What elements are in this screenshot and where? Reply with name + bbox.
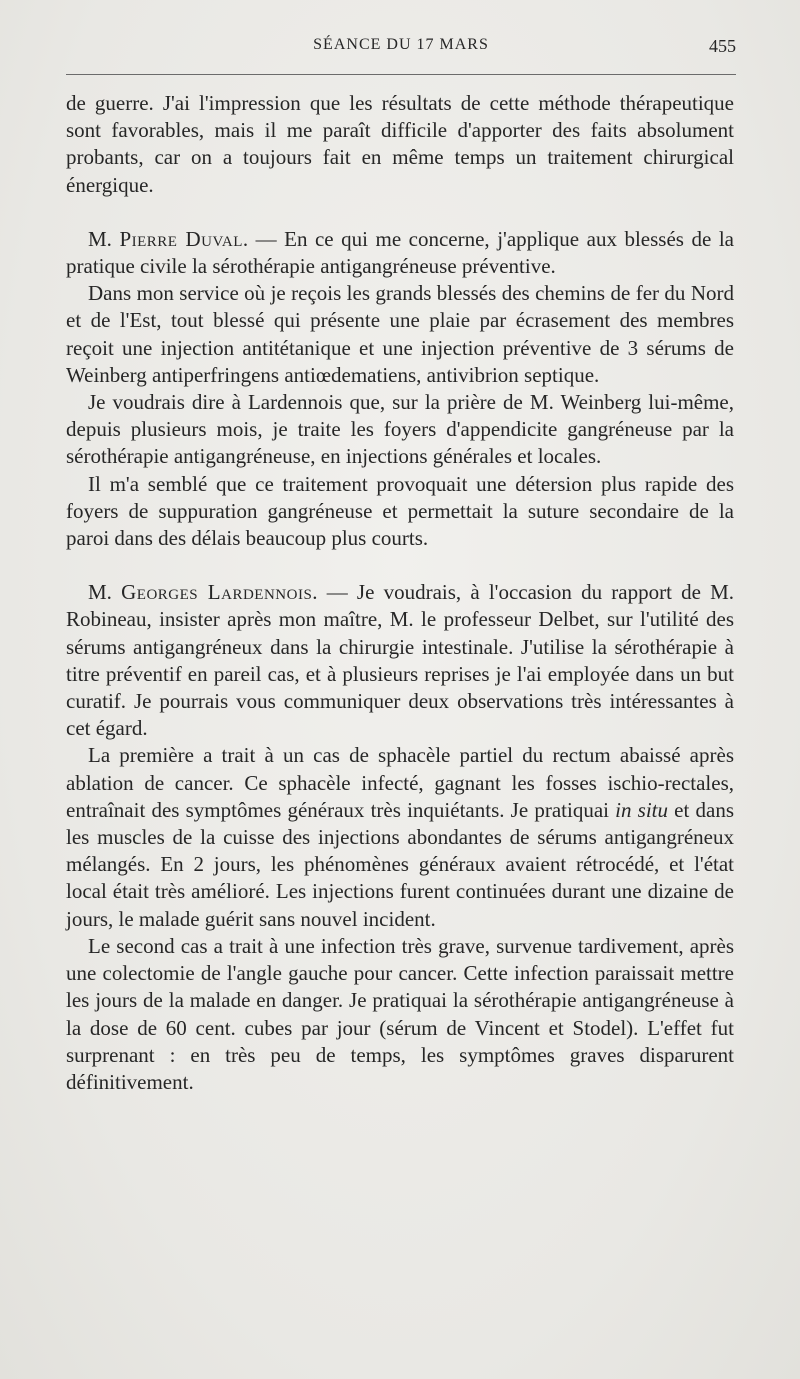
paragraph-first-case <box>66 742 734 932</box>
body-text <box>66 90 734 1096</box>
paragraph-text: . — Je voudrais, à l'occasion du rapport de M. Robineau, insister après mon maître, M. le professeur Delbet, sur l'utilité des sérums antigangréneux dans la chirurgie intestinale. J'utilise la sérothérapie à titre préventif en pareil cas, et à plusieurs reprises je l'ai employée dans un but curatif. Je pourrais vous communiquer deux observations très intéressantes à cet égard. <box>66 580 735 741</box>
paragraph-second-case: Le second cas a trait à une infection très grave, survenue tardivement, après une colectomie de l'angle gauche pour cancer. Cette infection paraissait mettre les jours de la malade en danger. Je pratiquai la sérothérapie antigangréneuse à la dose de 60 cent. cubes par jour (sérum de Vincent et Stodel). L'effet fut surprenant : en très peu de temps, les symptômes graves disparurent définitivement. <box>66 933 734 1094</box>
speaker-name: Georges Lardennois <box>121 580 313 605</box>
paragraph-lardennois-intervention <box>66 579 734 742</box>
paragraph-duval-intervention <box>66 226 734 280</box>
paragraph: Je voudrais dire à Lardennois que, sur la prière de M. Weinberg lui-même, depuis plusieurs mois, je traite les foyers d'appendicite gangréneuse par la sérothérapie antigangréneuse, en injections générales et locales. <box>66 390 734 469</box>
speaker-name: Pierre Duval <box>119 226 243 251</box>
italic-phrase: in situ <box>615 797 668 822</box>
paragraph: Il m'a semblé que ce traitement provoquait une détersion plus rapide des foyers de suppuration gangréneuse et permettait la suture secondaire de la paroi dans des délais beaucoup plus courts. <box>66 471 734 551</box>
page-number: 455 <box>709 36 736 56</box>
paragraph-text: et dans les muscles de la cuisse des injections abondantes de sérums antigangréneux mélangés. En 2 jours, les phénomènes généraux avaient rétrocédé, et l'état local était très amélioré. Les injections furent continuées durant une dizaine de jours, le malade guérit sans nouvel incident. <box>66 797 734 931</box>
paragraph-text: . — En ce qui me concerne, j'applique aux blessés de la pratique civile la sérothérapie antigangréneuse préventive. <box>66 226 734 279</box>
paragraph-text: La première a trait à un cas de sphacèle partiel du rectum abaissé après ablation de cancer. Ce sphacèle infecté, gagnant les fosses ischio-rectales, entraînait des symptômes généraux très inquiétants. Je pratiquai <box>66 743 734 822</box>
speaker-prefix: M. <box>88 580 122 605</box>
paragraph: Dans mon service où je reçois les grands blessés des chemins de fer du Nord et de l'Est, tout blessé qui présente une plaie par écrasement des membres reçoit une injection antitétanique et une injection préventive de 3 sérums de Weinberg antiperfringens antiœdematiens, antivibrion septique. <box>66 281 734 387</box>
running-head <box>66 36 736 58</box>
header-rule <box>66 74 736 75</box>
speaker-prefix: M. <box>88 226 120 251</box>
paragraph-continuation: de guerre. J'ai l'impression que les résultats de cette méthode thérapeutique sont favorables, mais il me paraît difficile d'apporter des faits absolument probants, car on a toujours fait en même temps un traitement chirurgical énergique. <box>66 91 734 197</box>
running-head-title: SÉANCE DU 17 MARS <box>313 36 489 53</box>
